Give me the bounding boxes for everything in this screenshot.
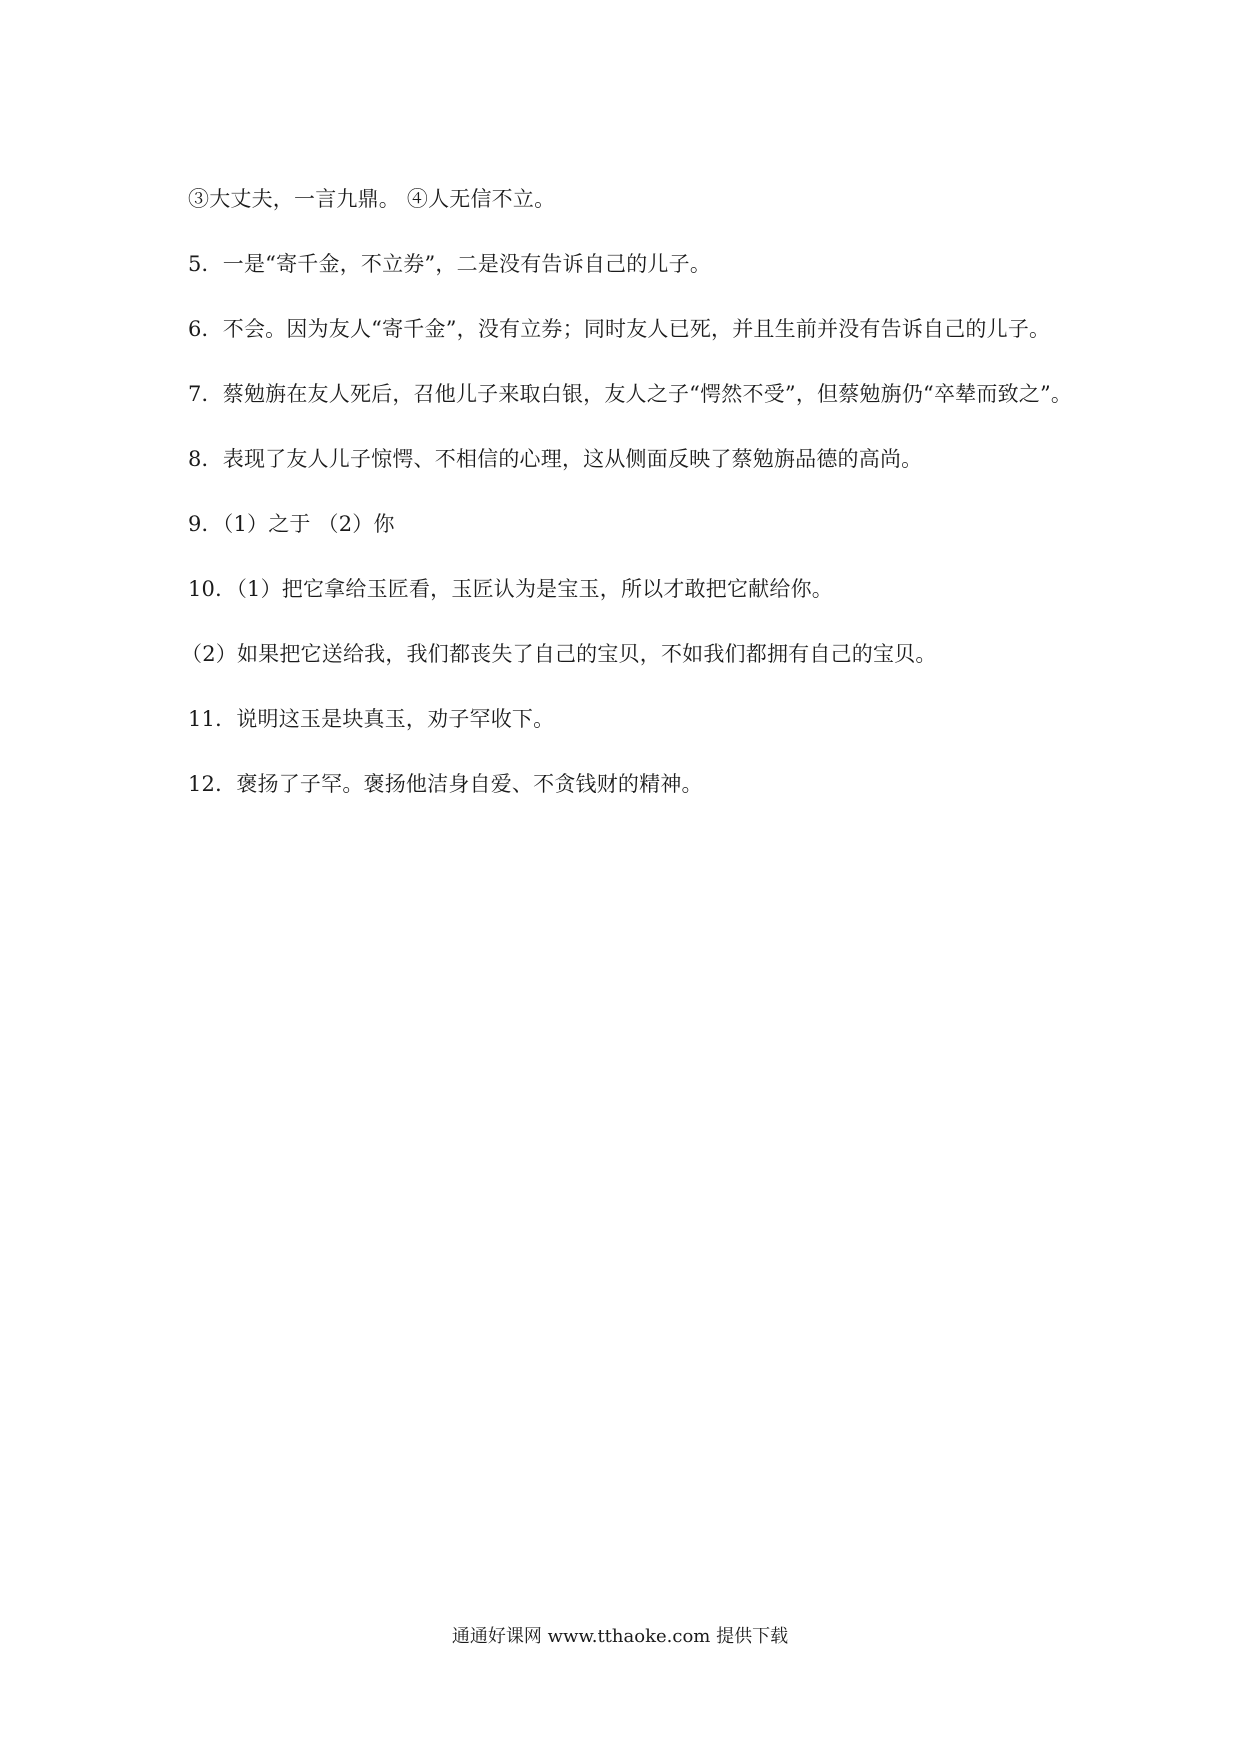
answer-9: 9．（1）之于 （2）你: [188, 512, 395, 536]
answer-8: 8．表现了友人儿子惊愕、不相信的心理，这从侧面反映了蔡勉旃品德的高尚。: [188, 447, 923, 471]
answer-11: 11．说明这玉是块真玉，劝子罕收下。: [188, 707, 555, 731]
answer-6: 6．不会。因为友人“寄千金”，没有立券；同时友人已死，并且生前并没有告诉自己的儿子。: [188, 317, 1051, 341]
answer-5: 5．一是“寄千金，不立券”，二是没有告诉自己的儿子。: [188, 252, 712, 276]
answer-10-1: 10．（1）把它拿给玉匠看，玉匠认为是宝玉，所以才敢把它献给你。: [188, 577, 833, 601]
answer-12: 12．褒扬了子罕。褒扬他洁身自爱、不贪钱财的精神。: [188, 772, 703, 796]
answer-10-2: （2）如果把它送给我，我们都丧失了自己的宝贝，不如我们都拥有自己的宝贝。: [181, 642, 937, 666]
answer-list: [181, 183, 1088, 833]
answer-7: 7．蔡勉旃在友人死后，召他儿子来取白银，友人之子“愕然不受”，但蔡勉旃仍“卒辇而致之”。: [188, 382, 1073, 406]
answer-line-3-4: ③大丈夫，一言九鼎。 ④人无信不立。: [188, 187, 556, 211]
page-footer: 通通好课网 www.tthaoke.com 提供下载: [451, 1626, 789, 1647]
